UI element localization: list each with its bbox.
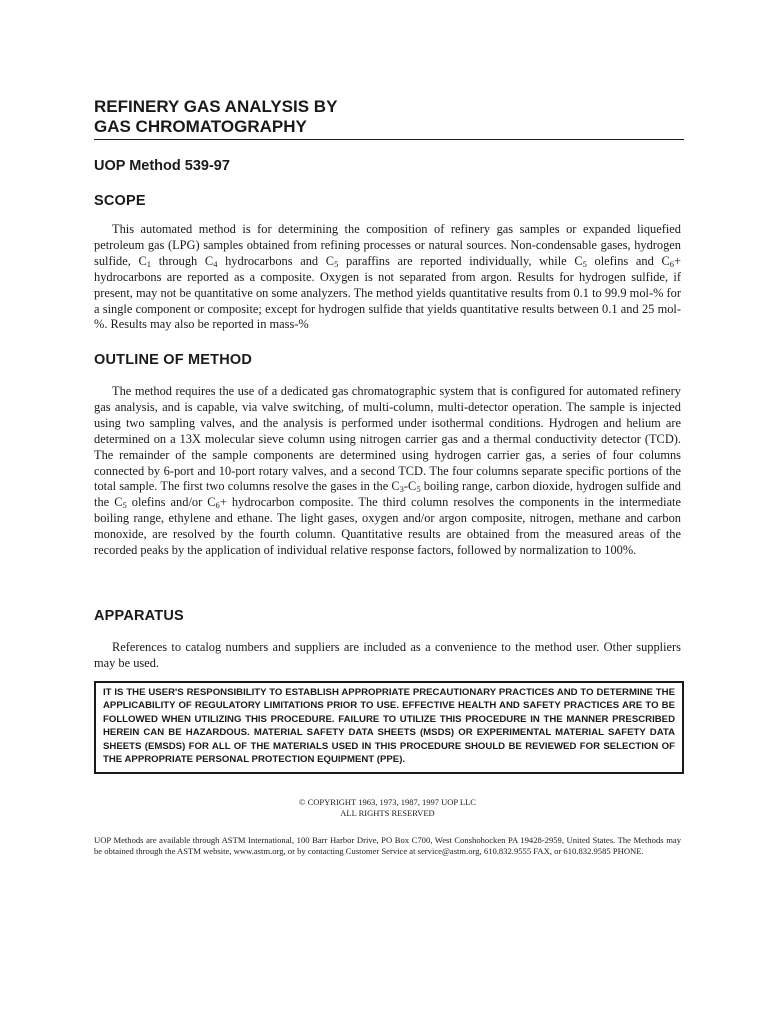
title-line-1: REFINERY GAS ANALYSIS BY	[94, 97, 338, 116]
safety-warning-box: IT IS THE USER'S RESPONSIBILITY TO ESTABLISH APPROPRIATE PRECAUTIONARY PRACTICES AND TO DETERMINE THE APPLICABILITY OF REGULATORY LIMITATIONS PRIOR TO USE. EFFECTIVE HEALTH AND SAFETY PRACTICES ARE TO BE FOLLOWED WHEN UTILIZING THIS PROCEDURE. FAILURE TO UTILIZE THIS PROCEDURE IN THE MANNER PRESCRIBED HEREIN CAN BE HAZARDOUS. MATERIAL SAFETY DATA SHEETS (MSDS) OR EXPERIMENTAL MATERIAL SAFETY DATA SHEETS (EMSDS) FOR ALL OF THE MATERIALS USED IN THIS PROCEDURE SHOULD BE REVIEWED FOR SELECTION OF THE APPROPRIATE PERSONAL PROTECTION EQUIPMENT (PPE).	[94, 681, 684, 774]
availability-footer: UOP Methods are available through ASTM International, 100 Barr Harbor Drive, PO Box C700, West Conshohocken PA 19428-2959, United States. The Methods may be obtained through the ASTM website, www.astm.org, or by contacting Customer Service at service@astm.org, 610.832.9555 FAX, or 610.832.9585 PHONE.	[94, 835, 681, 857]
copyright-notice	[94, 797, 681, 819]
copyright-line-2: ALL RIGHTS RESERVED	[340, 808, 435, 818]
apparatus-paragraph: References to catalog numbers and suppliers are included as a convenience to the method user. Other suppliers may be used.	[94, 640, 681, 670]
outline-paragraph: The method requires the use of a dedicated gas chromatographic system that is configured for automated refinery gas analysis, and is capable, via valve switching, of multi-column, multi-detector operation. The sample is injected using two sampling valves, and the analysis is performed under isothermal conditions. Hydrogen and helium are determined on a 13X molecular sieve column using nitrogen carrier gas and a thermal conductivity detector (TCD). The remainder of the sample components are determined using hydrogen carrier gas, a series of four columns connected by 6-port and 10-port rotary valves, and a second TCD. The four columns separate specific portions of the total sample. The first two columns resolve the gases in the $C_3-C_5$ boiling range, carbon dioxide, hydrogen sulfide and the $C_5$ olefins and/or $C_6+$ hydrocarbon composite. The third column resolves the components in the intermediate boiling range, ethylene and ethane. The light gases, oxygen and/or argon composite, nitrogen, methane and carbon monoxide, are resolved by the fourth column. Quantitative results are obtained from the measured areas of the recorded peaks by the application of individual relative response factors, followed by normalization to 100%.	[94, 384, 682, 558]
scope-heading: SCOPE	[94, 193, 146, 209]
method-label: UOP Method 539-97	[94, 158, 230, 174]
apparatus-heading: APPARATUS	[94, 608, 184, 624]
document-title	[94, 97, 684, 140]
scope-paragraph: This automated method is for determining the composition of refinery gas samples or expanded liquefied petroleum gas (LPG) samples obtained from refining processes or natural sources. Non-condensable gases, hydrogen sulfide, $C_1$ through $C_4$ hydrocarbons and $C_5$ paraffins are reported individually, while $C_5$ olefins and $C_6+$ hydrocarbons are reported as a composite. Oxygen is not separated from argon. Results for hydrogen sulfide, if present, may not be quantitative on some analyzers. The method yields quantitative results from 0.1 to 99.9 mol-% for a single component or composite; except for hydrogen sulfide that yields quantitative results between 0.1 and 25 mol-%. Results may also be reported in mass-%	[94, 222, 681, 332]
outline-heading: OUTLINE OF METHOD	[94, 352, 253, 368]
copyright-line-1: © COPYRIGHT 1963, 1973, 1987, 1997 UOP LLC	[299, 797, 476, 807]
title-line-2: GAS CHROMATOGRAPHY	[94, 117, 307, 136]
